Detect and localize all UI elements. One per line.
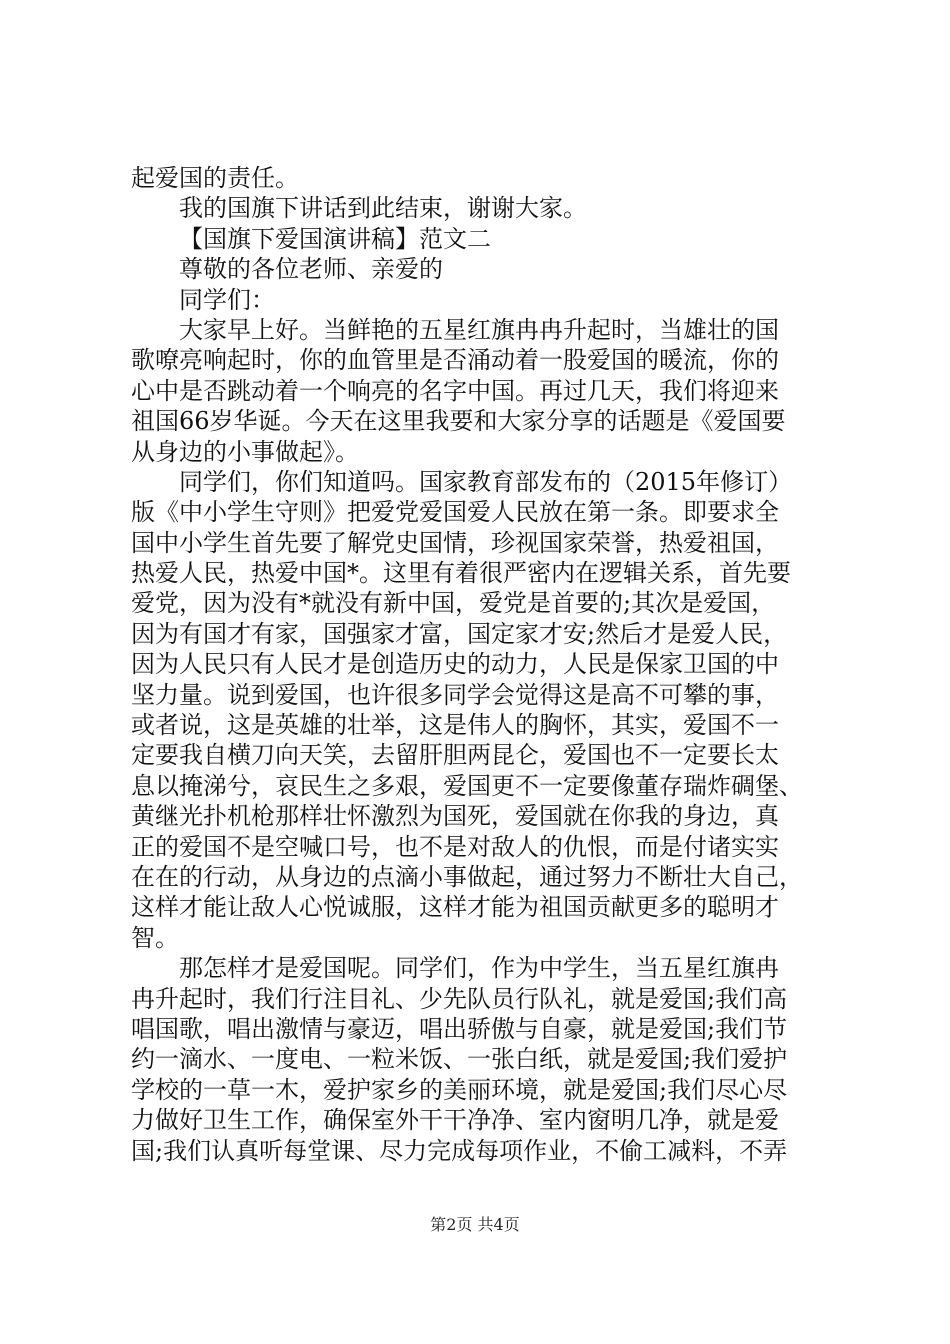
text-line: 起爱国的责任。 [131, 164, 299, 192]
text-line: 那怎样才是爱国呢。同学们，作为中学生，当五星红旗冉 [179, 954, 779, 983]
text-line: 正的爱国不是空喊口号，也不是对敌人的仇恨，而是付诸实实 [131, 832, 779, 861]
text-line: 力做好卫生工作，确保室外干干净净、室内窗明几净，就是爱 [131, 1106, 779, 1135]
text-line: 在在的行动，从身边的点滴小事做起，通过努力不断壮大自己， [131, 862, 803, 891]
text-line: 国中小学生首先要了解党史国情，珍视国家荣誉，热爱祖国， [131, 528, 779, 557]
text-line: 歌嘹亮响起时，你的血管里是否涌动着一股爱国的暖流，你的 [131, 346, 779, 375]
text-line: 约一滴水、一度电、一粒米饭、一张白纸，就是爱国;我们爱护 [131, 1045, 788, 1074]
text-line: 智。 [131, 923, 179, 952]
text-line: 大家早上好。当鲜艳的五星红旗冉冉升起时，当雄壮的国 [179, 315, 779, 344]
text-line: 坚力量。说到爱国，也许很多同学会觉得这是高不可攀的事， [131, 680, 779, 709]
text-line: 学校的一草一木，爱护家乡的美丽环境，就是爱国;我们尽心尽 [131, 1075, 788, 1104]
text-line: 热爱人民，热爱中国*。这里有着很严密内在逻辑关系，首先要 [131, 559, 791, 588]
text-line: 因为人民只有人民才是创造历史的动力，人民是保家卫国的中 [131, 650, 779, 679]
text-line: 定要我自横刀向天笑，去留肝胆两昆仑，爱国也不一定要长太 [131, 741, 779, 770]
text-line: 从身边的小事做起》。 [131, 437, 359, 466]
text-line: 唱国歌，唱出激情与豪迈，唱出骄傲与自豪，就是爱国;我们节 [131, 1014, 788, 1043]
page-number: 第2页 共4页 [430, 1215, 520, 1234]
text-line: 黄继光扑机枪那样壮怀激烈为国死，爱国就在你我的身边，真 [131, 802, 779, 831]
text-line: 这样才能让敌人心悦诚服，这样才能为祖国贡献更多的聪明才 [131, 893, 779, 922]
text-line: 国;我们认真听每堂课、尽力完成每项作业，不偷工减料，不弄 [131, 1136, 788, 1165]
text-line: 我的国旗下讲话到此结束，谢谢大家。 [179, 194, 587, 223]
text-line: 冉升起时，我们行注目礼、少先队员行队礼，就是爱国;我们高 [131, 984, 788, 1013]
text-line: 息以掩涕兮，哀民生之多艰，爱国更不一定要像董存瑞炸碉堡、 [131, 771, 803, 800]
text-line: 版《中小学生守则》把爱党爱国爱人民放在第一条。即要求全 [131, 498, 779, 527]
text-line: 祖国66岁华诞。今天在这里我要和大家分享的话题是《爱国要 [131, 407, 786, 436]
salutation-line: 同学们： [179, 285, 275, 314]
section-heading: 【国旗下爱国演讲稿】范文二 [179, 224, 491, 253]
text-line: 爱党，因为没有*就没有新中国，爱党是首要的;其次是爱国， [131, 589, 776, 618]
text-line: 心中是否跳动着一个响亮的名字中国。再过几天，我们将迎来 [131, 376, 779, 405]
text-line: 因为有国才有家，国强家才富，国定家才安;然后才是爱人民， [131, 619, 788, 648]
text-line: 同学们，你们知道吗。国家教育部发布的（2015年修订） [179, 467, 793, 496]
salutation-line: 尊敬的各位老师、亲爱的 [179, 255, 443, 284]
document-body [131, 163, 831, 1166]
text-line: 或者说，这是英雄的壮举，这是伟人的胸怀，其实，爱国不一 [131, 711, 779, 740]
